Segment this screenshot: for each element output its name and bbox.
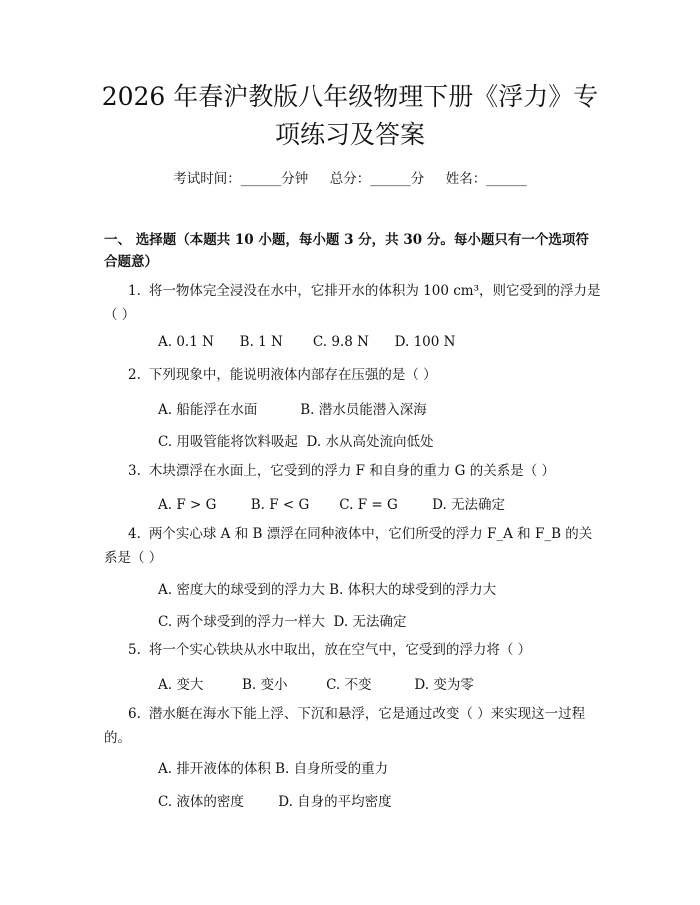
question-6 — [104, 702, 602, 750]
question-4 — [104, 522, 602, 570]
question-text: 木块漂浮在水面上，它受到的浮力 F 和自身的重力 G 的关系是（ ） — [148, 463, 555, 479]
question-2-options-row-1: A. 船能浮在水面 B. 潜水员能潜入深海 — [158, 402, 427, 418]
question-6-options-row-1: A. 排开液体的体积 B. 自身所受的重力 — [158, 761, 389, 777]
question-2 — [104, 363, 602, 387]
question-3 — [104, 459, 602, 483]
question-number: 6. — [128, 706, 141, 722]
question-number: 4. — [128, 526, 141, 542]
section-heading: 一、 选择题（本题共 10 小题，每小题 3 分，共 30 分。每小题只有一个选项符合题意） — [104, 232, 589, 270]
question-1-options: A. 0.1 N B. 1 N C. 9.8 N D. 100 N — [158, 334, 456, 350]
question-4-options-row-1: A. 密度大的球受到的浮力大 B. 体积大的球受到的浮力大 — [158, 582, 497, 598]
title-line-2: 项练习及答案 — [274, 120, 425, 149]
question-number: 3. — [128, 463, 141, 479]
question-6-options-row-2: C. 液体的密度 D. 自身的平均密度 — [158, 794, 392, 810]
question-3-options: A. F > G B. F < G C. F = G D. 无法确定 — [158, 497, 506, 513]
question-2-options-row-2: C. 用吸管能将饮料吸起 D. 水从高处流向低处 — [158, 434, 434, 450]
question-1 — [104, 279, 602, 327]
question-text: 两个实心球 A 和 B 漂浮在同种液体中，它们所受的浮力 F_A 和 F_B 的关系是（ ） — [104, 526, 593, 566]
document-title — [60, 78, 640, 154]
exam-info-line: 考试时间：______分钟 总分：______分 姓名：______ — [173, 171, 527, 187]
title-line-1: 2026 年春沪教版八年级物理下册《浮力》专 — [101, 82, 599, 111]
question-text: 将一个实心铁块从水中取出，放在空气中，它受到的浮力将（ ） — [148, 642, 532, 658]
question-number: 2. — [128, 367, 141, 383]
question-5-options: A. 变大 B. 变小 C. 不变 D. 变为零 — [158, 677, 474, 693]
question-text: 潜水艇在海水下能上浮、下沉和悬浮，它是通过改变（ ）来实现这一过程的。 — [104, 706, 586, 746]
question-5 — [104, 638, 602, 662]
question-4-options-row-2: C. 两个球受到的浮力一样大 D. 无法确定 — [158, 614, 407, 630]
question-text: 下列现象中，能说明液体内部存在压强的是（ ） — [148, 367, 437, 383]
question-number: 1. — [128, 283, 141, 299]
question-text: 将一物体完全浸没在水中，它排开水的体积为 100 cm³，则它受到的浮力是（ ） — [104, 283, 601, 323]
question-number: 5. — [128, 642, 141, 658]
